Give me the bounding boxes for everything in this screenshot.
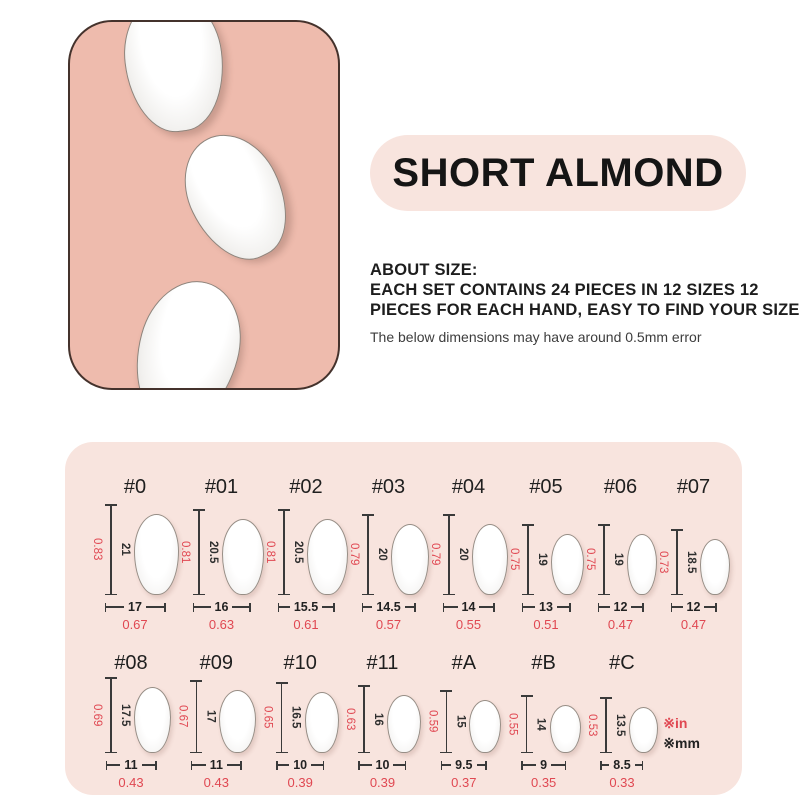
height-dimension-line (443, 514, 455, 595)
height-inches-value: 0.79 (348, 543, 360, 566)
size-column (657, 476, 730, 632)
height-dimension (584, 524, 624, 595)
height-dimension (429, 514, 469, 595)
almond-nail-sample-top (117, 20, 231, 137)
height-dimension-line (598, 524, 610, 595)
product-title: SHORT ALMOND (392, 150, 724, 195)
dimension-cap (522, 594, 534, 596)
size-label: #A (451, 652, 477, 674)
dimension-line (704, 606, 715, 608)
width-inches-value: 0.37 (451, 775, 477, 790)
height-dimension-line (358, 685, 370, 753)
height-mm-value: 17.5 (119, 703, 131, 727)
dimension-line (322, 606, 333, 608)
height-dimension-line (190, 680, 202, 753)
height-dimension-line (521, 695, 533, 753)
height-mm-value: 17 (204, 710, 217, 723)
dimension-line (448, 516, 450, 594)
size-label: #07 (676, 476, 711, 498)
height-dimension-line (105, 504, 117, 595)
height-dimension (657, 529, 697, 595)
nail-shape (627, 534, 657, 595)
nail-shape (219, 690, 256, 753)
height-inches-value: 0.75 (508, 548, 520, 571)
nail-with-height-dimension (426, 683, 501, 753)
dimension-cap (443, 594, 455, 596)
dimension-cap (105, 594, 117, 596)
height-mm-value: 18.5 (685, 550, 697, 574)
dimension-line (676, 531, 678, 594)
size-label: #B (531, 652, 556, 674)
nail-shape (469, 700, 501, 753)
nail-with-height-dimension (344, 683, 421, 753)
size-label: #03 (371, 476, 406, 498)
size-label: #05 (529, 476, 563, 498)
nail-with-height-dimension (264, 507, 348, 595)
height-mm-value: 13.5 (613, 713, 626, 737)
nail-shape (391, 524, 429, 595)
size-column (507, 652, 581, 790)
height-inches-value: 0.53 (585, 713, 598, 737)
dimension-cap (600, 752, 612, 754)
width-dimension (276, 758, 324, 772)
dimension-cap (333, 603, 335, 612)
dimension-line (110, 506, 112, 594)
nail-with-height-dimension (508, 507, 584, 595)
hero-nail-sample-card (68, 20, 340, 390)
width-inches-value: 0.55 (455, 617, 482, 632)
size-column (176, 652, 256, 790)
almond-nail-sample-bottom (121, 270, 255, 390)
dimension-cap (598, 594, 610, 596)
dimension-line (192, 764, 205, 766)
dimension-cap (405, 761, 407, 770)
size-label: #04 (451, 476, 486, 498)
size-label: #02 (289, 476, 323, 498)
nail-with-height-dimension (262, 683, 339, 753)
width-mm-value: 14.5 (376, 600, 401, 614)
size-column (426, 652, 501, 790)
height-dimension-line (362, 514, 374, 595)
nail-shape (387, 695, 421, 753)
width-dimension (522, 600, 571, 614)
nail-shape (134, 687, 171, 753)
dimension-cap (493, 603, 495, 612)
nail-with-height-dimension (584, 507, 657, 595)
nail-shape (629, 707, 658, 753)
dimension-line (194, 606, 211, 608)
width-inches-value: 0.47 (680, 617, 707, 632)
width-mm-value: 9.5 (455, 758, 473, 772)
dimension-line (479, 606, 493, 608)
size-column (179, 476, 264, 632)
height-mm-value: 20 (376, 548, 388, 561)
height-inches-value: 0.83 (91, 538, 103, 561)
height-dimension (426, 690, 466, 753)
width-mm-value: 9 (540, 758, 548, 772)
size-column (264, 476, 348, 632)
title-pill (370, 135, 746, 211)
width-dimension (105, 600, 166, 614)
size-column (429, 476, 508, 632)
dimension-line (526, 697, 528, 752)
width-mm-value: 12 (613, 600, 628, 614)
size-label: #11 (366, 652, 399, 674)
width-inches-value: 0.43 (203, 775, 229, 790)
height-dimension (344, 685, 384, 753)
dimension-cap (278, 594, 290, 596)
dimension-cap (414, 603, 416, 612)
height-dimension-line (278, 509, 290, 595)
size-label: #C (609, 652, 635, 674)
dimension-cap (323, 761, 325, 770)
almond-nail-sample-middle (166, 118, 306, 275)
dimension-cap (565, 761, 567, 770)
dimension-cap (240, 761, 242, 770)
height-inches-value: 0.63 (343, 707, 356, 731)
dimension-cap (193, 594, 205, 596)
dimension-line (477, 764, 486, 766)
dimension-line (442, 764, 451, 766)
nail-shape (700, 539, 730, 595)
height-inches-value: 0.59 (426, 710, 439, 733)
nail-with-height-dimension (91, 683, 171, 753)
about-size-note: The below dimensions may have around 0.5mm error (370, 329, 702, 345)
dimension-line (196, 682, 198, 752)
unit-legend (663, 714, 716, 753)
height-mm-value: 20 (457, 548, 469, 561)
dimension-line (146, 606, 164, 608)
height-dimension (262, 682, 302, 753)
dimension-cap (190, 752, 202, 754)
dimension-cap (105, 752, 117, 754)
width-mm-value: 10 (375, 758, 390, 772)
dimension-line (523, 606, 535, 608)
width-inches-value: 0.35 (530, 775, 557, 790)
width-dimension (191, 758, 242, 772)
dimension-line (631, 606, 642, 608)
dimension-cap (671, 594, 683, 596)
width-inches-value: 0.51 (533, 617, 559, 632)
height-mm-value: 19 (536, 553, 548, 566)
height-inches-value: 0.79 (429, 543, 441, 566)
height-mm-value: 19 (612, 553, 624, 566)
dimension-line (227, 764, 240, 766)
dimension-line (603, 526, 605, 594)
width-mm-value: 11 (209, 758, 223, 772)
about-size-heading: ABOUT SIZE: (370, 261, 478, 279)
size-label: #08 (114, 652, 148, 674)
nail-with-height-dimension (657, 507, 730, 595)
size-column (584, 476, 657, 632)
width-inches-value: 0.43 (118, 775, 144, 790)
width-dimension (358, 758, 406, 772)
width-inches-value: 0.67 (122, 617, 148, 632)
dimension-line (557, 606, 569, 608)
width-mm-value: 13 (539, 600, 553, 614)
width-inches-value: 0.39 (369, 775, 396, 790)
height-dimension-line (440, 690, 452, 753)
size-label: #0 (123, 476, 147, 498)
height-inches-value: 0.65 (261, 706, 274, 729)
size-label: #06 (603, 476, 638, 498)
nail-with-height-dimension (586, 683, 658, 753)
height-dimension (348, 514, 388, 595)
dimension-line (602, 764, 609, 766)
nail-with-height-dimension (179, 507, 264, 595)
height-mm-value: 14 (534, 717, 547, 731)
width-mm-value: 8.5 (613, 758, 631, 772)
nail-with-height-dimension (91, 507, 179, 595)
dimension-line (599, 606, 610, 608)
width-dimension (443, 600, 495, 614)
about-size-section (370, 260, 800, 345)
height-inches-value: 0.73 (657, 550, 669, 574)
dimension-line (283, 511, 285, 594)
nail-shape (222, 519, 264, 595)
dimension-line (363, 687, 365, 752)
width-dimension (441, 758, 487, 772)
height-mm-value: 21 (119, 543, 131, 556)
dimension-cap (440, 752, 452, 754)
width-mm-value: 12 (686, 600, 701, 614)
height-inches-value: 0.69 (91, 703, 103, 727)
height-inches-value: 0.55 (506, 712, 519, 736)
width-inches-value: 0.63 (208, 617, 235, 632)
nail-shape (472, 524, 508, 595)
dimension-cap (521, 752, 533, 754)
width-inches-value: 0.47 (607, 617, 634, 632)
dimension-cap (569, 603, 571, 612)
height-inches-value: 0.81 (179, 540, 191, 564)
height-mm-value: 20.5 (292, 540, 304, 564)
dimension-line (635, 764, 642, 766)
nail-shape (305, 692, 339, 753)
size-column (262, 652, 339, 790)
height-dimension (507, 695, 547, 753)
height-dimension (91, 504, 131, 595)
height-dimension-line (671, 529, 683, 595)
height-dimension-line (276, 682, 288, 753)
dimension-cap (485, 761, 487, 770)
dimension-line (527, 526, 529, 594)
height-dimension-line (193, 509, 205, 595)
width-inches-value: 0.57 (375, 617, 402, 632)
nail-with-height-dimension (348, 507, 429, 595)
width-dimension (600, 758, 643, 772)
dimension-line (232, 606, 249, 608)
dimension-cap (249, 603, 251, 612)
dimension-line (444, 606, 458, 608)
dimension-line (672, 606, 683, 608)
size-column (586, 652, 658, 790)
legend-inches: ※in (663, 715, 688, 731)
height-mm-value: 16 (371, 712, 384, 726)
nail-with-height-dimension (507, 683, 581, 753)
dimension-line (363, 606, 372, 608)
size-column (91, 652, 171, 790)
height-dimension (586, 697, 626, 753)
dimension-line (106, 606, 124, 608)
dimension-line (405, 606, 414, 608)
dimension-line (446, 692, 448, 752)
width-mm-value: 14 (461, 600, 476, 614)
height-dimension-line (105, 677, 117, 753)
dimension-line (279, 606, 290, 608)
dimension-line (311, 764, 323, 766)
legend-millimeters: ※mm (663, 734, 700, 751)
size-column (91, 476, 179, 632)
size-column (508, 476, 584, 632)
height-dimension (176, 680, 216, 753)
dimension-cap (276, 752, 288, 754)
size-chart-row-2 (91, 652, 716, 790)
size-label: #10 (283, 652, 317, 674)
size-chart-panel (65, 442, 742, 795)
height-mm-value: 16.5 (289, 706, 302, 729)
dimension-line (198, 511, 200, 594)
size-label: #01 (204, 476, 239, 498)
width-inches-value: 0.33 (609, 775, 635, 790)
dimension-cap (642, 603, 644, 612)
about-size-line2: PIECES FOR EACH HAND, EASY TO FIND YOUR SIZE (370, 301, 800, 319)
nail-shape (550, 705, 581, 753)
size-column (348, 476, 429, 632)
dimension-line (523, 764, 537, 766)
nail-shape (134, 514, 179, 595)
size-label: #09 (199, 652, 234, 674)
dimension-line (393, 764, 405, 766)
nail-shape (551, 534, 584, 595)
dimension-line (551, 764, 565, 766)
width-mm-value: 17 (128, 600, 142, 614)
height-dimension-line (600, 697, 612, 753)
width-dimension (521, 758, 566, 772)
width-dimension (598, 600, 644, 614)
dimension-line (281, 684, 283, 752)
dimension-cap (155, 761, 157, 770)
width-inches-value: 0.61 (293, 617, 319, 632)
width-dimension (106, 758, 157, 772)
nail-with-height-dimension (429, 507, 508, 595)
width-mm-value: 10 (293, 758, 308, 772)
width-mm-value: 15.5 (293, 600, 319, 614)
height-inches-value: 0.75 (584, 548, 596, 571)
height-dimension (264, 509, 304, 595)
width-mm-value: 16 (214, 600, 229, 614)
dimension-cap (358, 752, 370, 754)
about-size-line1: EACH SET CONTAINS 24 PIECES IN 12 SIZES 12 (370, 281, 759, 299)
dimension-line (360, 764, 372, 766)
dimension-cap (362, 594, 374, 596)
dimension-line (367, 516, 369, 594)
dimension-line (605, 699, 607, 752)
dimension-line (278, 764, 290, 766)
dimension-line (142, 764, 155, 766)
height-dimension (179, 509, 219, 595)
size-chart-row-1 (91, 476, 716, 632)
width-dimension (671, 600, 717, 614)
dimension-cap (715, 603, 717, 612)
height-inches-value: 0.67 (176, 705, 189, 728)
height-mm-value: 20.5 (207, 540, 219, 564)
nail-with-height-dimension (176, 683, 256, 753)
width-inches-value: 0.39 (287, 775, 313, 790)
size-column (344, 652, 421, 790)
width-dimension (278, 600, 335, 614)
height-inches-value: 0.81 (264, 540, 276, 564)
height-mm-value: 15 (454, 715, 467, 728)
dimension-cap (642, 761, 644, 770)
dimension-line (107, 764, 120, 766)
width-dimension (193, 600, 251, 614)
width-mm-value: 11 (124, 758, 138, 772)
height-dimension (91, 677, 131, 753)
dimension-cap (164, 603, 166, 612)
dimension-line (110, 679, 112, 752)
width-dimension (362, 600, 416, 614)
height-dimension (508, 524, 548, 595)
height-dimension-line (522, 524, 534, 595)
nail-shape (307, 519, 348, 595)
